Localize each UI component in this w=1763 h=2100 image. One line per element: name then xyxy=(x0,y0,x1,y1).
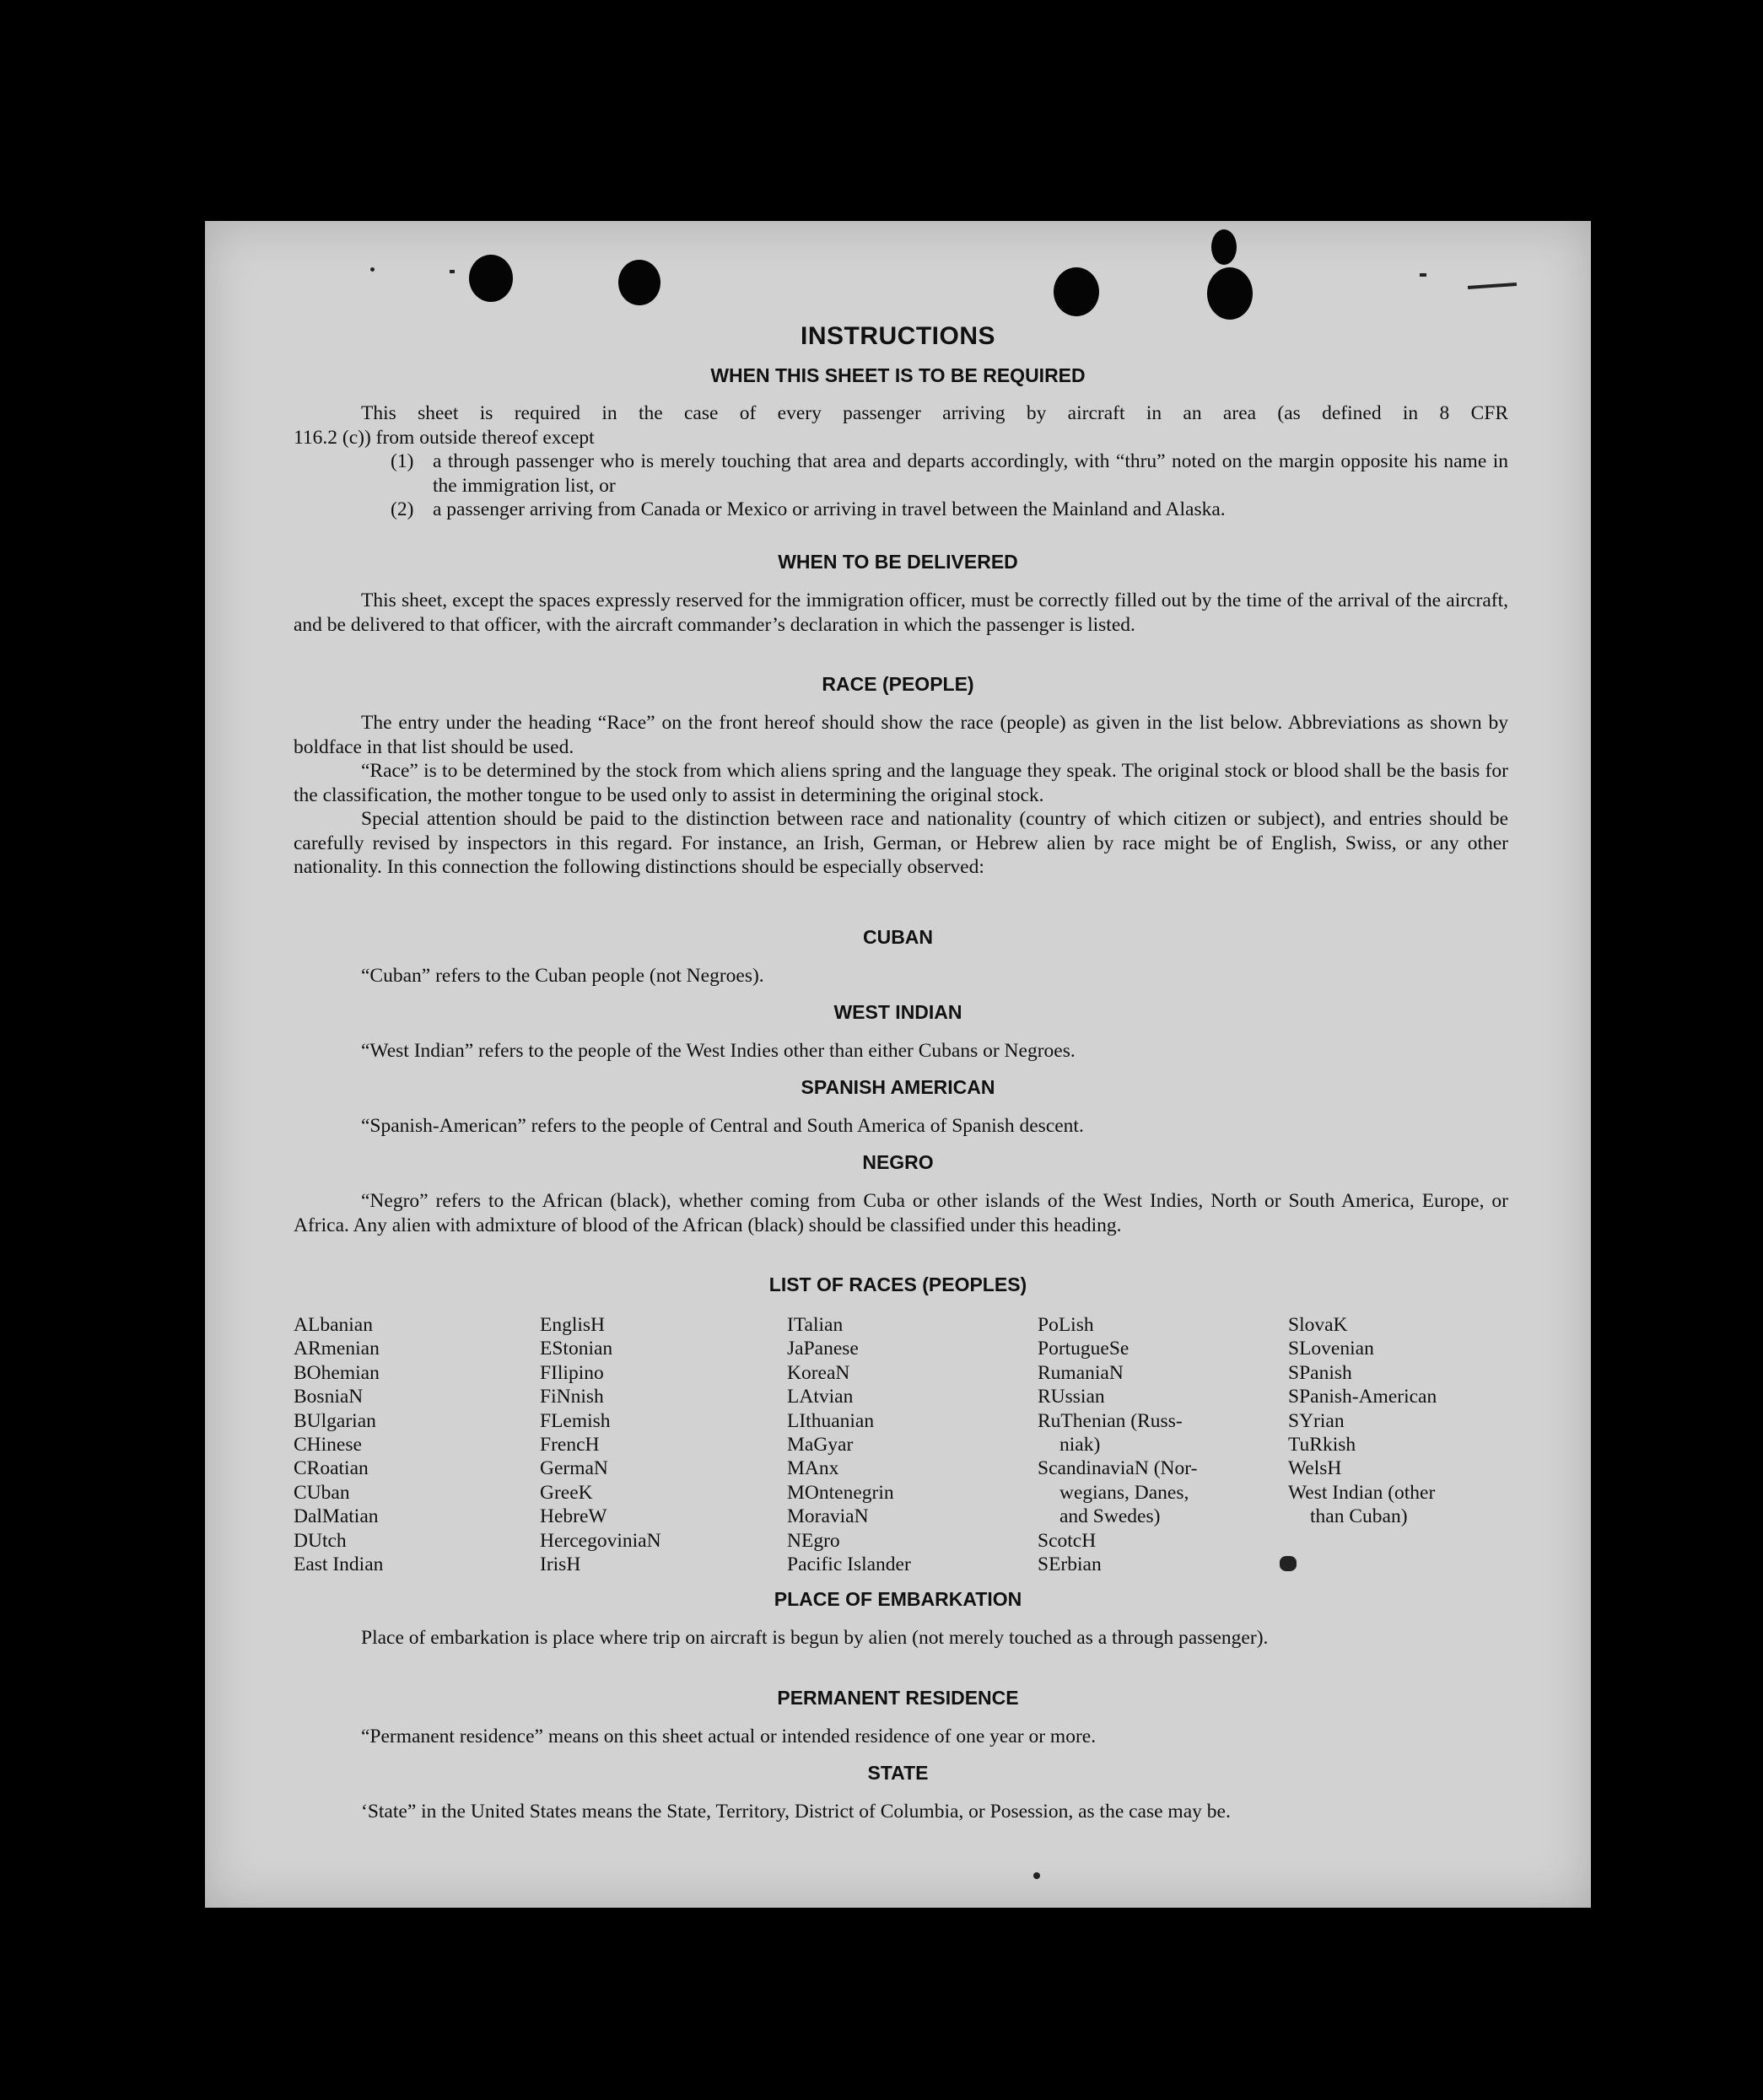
race-paragraph-1: The entry under the heading “Race” on the front hereof should show the race (people) as given in the list below. Abbreviations as shown by boldface in that list should be used. xyxy=(294,712,1508,758)
item-text: a passenger arriving from Canada or Mexico or arriving in travel between the Mainland and Alaska. xyxy=(433,498,1226,520)
race-entry: HercegoviniaN xyxy=(540,1529,661,1552)
required-intro xyxy=(294,401,1508,450)
race-entry: IrisH xyxy=(540,1553,581,1576)
race-entry: East Indian xyxy=(294,1553,384,1576)
race-entry: niak) xyxy=(1059,1434,1101,1457)
heading-required: WHEN THIS SHEET IS TO BE REQUIRED xyxy=(710,364,1086,386)
punch-hole xyxy=(1211,229,1237,265)
item-number: (2) xyxy=(391,498,414,520)
list-item xyxy=(391,498,1508,522)
race-entry: SYrian xyxy=(1288,1409,1345,1432)
list-item xyxy=(391,450,1508,498)
race-entry: RUssian xyxy=(1038,1386,1105,1408)
race-text-block xyxy=(294,711,1508,880)
race-entry: RumaniaN xyxy=(1038,1361,1124,1384)
race-entry: DUtch xyxy=(294,1529,347,1552)
race-entry: BosniaN xyxy=(294,1386,364,1408)
race-entry: MoraviaN xyxy=(787,1505,869,1528)
race-entry: wegians, Danes, xyxy=(1059,1481,1189,1504)
item-text: a through passenger who is merely touching that area and departs accordingly, with “thru” noted on the margin opposite his name in the immigration list, or xyxy=(433,450,1508,497)
delivered-text: This sheet, except the spaces expressly reserved for the immigration officer, must be correctly filled out by the time of the arrival of the aircraft, and be delivered to that officer, with the aircraft commander’s declaration in which the passenger is listed. xyxy=(294,590,1508,636)
punch-hole xyxy=(1054,267,1099,316)
item-number: (1) xyxy=(391,450,414,472)
heading-list-of-races: LIST OF RACES (PEOPLES) xyxy=(768,1273,1027,1295)
required-intro-line1: This sheet is required in the case of every passenger arriving by aircraft in an area (as defined in 8 CFR xyxy=(361,402,1508,424)
heading-race: RACE (PEOPLE) xyxy=(822,673,974,695)
heading-cuban: CUBAN xyxy=(862,926,934,948)
residence-text-block xyxy=(294,1725,1508,1749)
race-entry: MOntenegrin xyxy=(787,1481,894,1504)
west-indian-text: “West Indian” refers to the people of the West Indies other than either Cubans or Negroes. xyxy=(361,1040,1076,1062)
race-entry: GreeK xyxy=(540,1481,593,1504)
state-text-block xyxy=(294,1800,1508,1824)
pen-mark xyxy=(1420,273,1426,277)
race-entry: NEgro xyxy=(787,1529,840,1552)
cuban-text-block xyxy=(294,964,1508,988)
races-column-4 xyxy=(1038,1313,1288,1576)
race-entry: ALbanian xyxy=(294,1314,373,1336)
race-entry: ITalian xyxy=(787,1314,844,1336)
race-entry: Pacific Islander xyxy=(787,1553,911,1576)
race-entry: CRoatian xyxy=(294,1457,369,1480)
race-entry: PortugueSe xyxy=(1038,1338,1130,1360)
race-entry: and Swedes) xyxy=(1059,1505,1161,1528)
race-entry: SLovenian xyxy=(1288,1338,1374,1360)
spanish-american-text-block xyxy=(294,1114,1508,1139)
required-exceptions-list xyxy=(391,450,1508,522)
race-entry: WelsH xyxy=(1288,1457,1342,1480)
race-entry: CHinese xyxy=(294,1434,362,1457)
race-entry: ScotcH xyxy=(1038,1529,1097,1552)
race-entry: EStonian xyxy=(540,1338,613,1360)
race-entry: GermaN xyxy=(540,1457,608,1480)
race-entry: SPanish xyxy=(1288,1361,1352,1384)
race-entry: than Cuban) xyxy=(1310,1505,1408,1528)
race-entry: JaPanese xyxy=(787,1338,859,1360)
race-entry: LIthuanian xyxy=(787,1409,875,1432)
punch-hole xyxy=(618,260,660,305)
document-page xyxy=(205,221,1591,1908)
embarkation-text: Place of embarkation is place where trip on aircraft is begun by alien (not merely touched as a through passenger). xyxy=(361,1627,1269,1649)
race-entry: ScandinaviaN (Nor- xyxy=(1038,1457,1198,1480)
race-entry: BOhemian xyxy=(294,1361,380,1384)
race-entry: West Indian (other xyxy=(1288,1481,1436,1504)
heading-negro: NEGRO xyxy=(862,1151,934,1173)
heading-residence: PERMANENT RESIDENCE xyxy=(777,1687,1019,1709)
embarkation-text-block xyxy=(294,1626,1508,1650)
race-paragraph-2: “Race” is to be determined by the stock from which aliens spring and the language they speak. The original stock or blood shall be the basis for the classification, the mother tongue to be used only to assist in determining the original stock. xyxy=(294,760,1508,806)
cuban-text: “Cuban” refers to the Cuban people (not Negroes). xyxy=(361,965,764,987)
race-entry: FiNnish xyxy=(540,1386,604,1408)
required-intro-line2: 116.2 (c)) from outside thereof except xyxy=(294,426,595,449)
races-column-5 xyxy=(1288,1313,1525,1576)
spanish-american-text: “Spanish-American” refers to the people of Central and South America of Spanish descent. xyxy=(361,1115,1084,1137)
punch-hole xyxy=(1207,267,1253,320)
race-entry: CUban xyxy=(294,1481,350,1504)
race-entry: SErbian xyxy=(1038,1553,1102,1576)
pen-mark xyxy=(1033,1872,1040,1879)
race-entry: TuRkish xyxy=(1288,1434,1356,1457)
page-title: INSTRUCTIONS xyxy=(801,322,995,350)
negro-text: “Negro” refers to the African (black), whether coming from Cuba or other islands of the West Indies, North or South America, Europe, or Africa. Any alien with admixture of blood of the African (black) should be classified under this heading. xyxy=(294,1190,1508,1236)
heading-embarkation: PLACE OF EMBARKATION xyxy=(774,1588,1022,1610)
pen-mark xyxy=(370,267,375,272)
heading-west-indian: WEST INDIAN xyxy=(833,1001,962,1023)
pen-mark xyxy=(1468,283,1517,289)
race-entry: SlovaK xyxy=(1288,1314,1348,1336)
race-entry: RuThenian (Russ- xyxy=(1038,1409,1183,1432)
races-column-1 xyxy=(294,1313,540,1576)
delivered-text-block xyxy=(294,589,1508,637)
race-entry: ARmenian xyxy=(294,1338,380,1360)
race-entry: PoLish xyxy=(1038,1314,1094,1336)
race-entry: FrencH xyxy=(540,1434,600,1457)
race-entry: DalMatian xyxy=(294,1505,379,1528)
races-column-2 xyxy=(540,1313,787,1576)
race-entry: KoreaN xyxy=(787,1361,850,1384)
negro-text-block xyxy=(294,1189,1508,1237)
race-entry: FIlipino xyxy=(540,1361,604,1384)
race-entry: MAnx xyxy=(787,1457,839,1480)
race-entry: BUlgarian xyxy=(294,1409,376,1432)
races-column-3 xyxy=(787,1313,1038,1576)
heading-spanish-american: SPANISH AMERICAN xyxy=(801,1076,995,1098)
race-entry: HebreW xyxy=(540,1505,607,1528)
race-entry: SPanish-American xyxy=(1288,1386,1437,1408)
punch-hole xyxy=(469,255,513,302)
west-indian-text-block xyxy=(294,1039,1508,1063)
race-entry: FLemish xyxy=(540,1409,611,1432)
residence-text: “Permanent residence” means on this sheet actual or intended residence of one year or more. xyxy=(361,1726,1097,1747)
race-paragraph-3: Special attention should be paid to the distinction between race and nationality (country of which citizen or subject), and entries should be carefully revised by inspectors in this regard. For instance, an Irish, German, or Hebrew alien by race might be of English, Swiss, or any other nationality. In this connection the following distinctions should be especially observed: xyxy=(294,808,1508,878)
state-text: ‘State” in the United States means the State, Territory, District of Columbia, or Posession, as the case may be. xyxy=(361,1801,1231,1823)
race-entry: LAtvian xyxy=(787,1386,854,1408)
races-table xyxy=(294,1313,1525,1576)
race-entry: EnglisH xyxy=(540,1314,606,1336)
race-entry: MaGyar xyxy=(787,1434,854,1457)
pen-mark xyxy=(450,270,455,273)
heading-state: STATE xyxy=(867,1762,929,1784)
heading-delivered: WHEN TO BE DELIVERED xyxy=(778,551,1018,573)
